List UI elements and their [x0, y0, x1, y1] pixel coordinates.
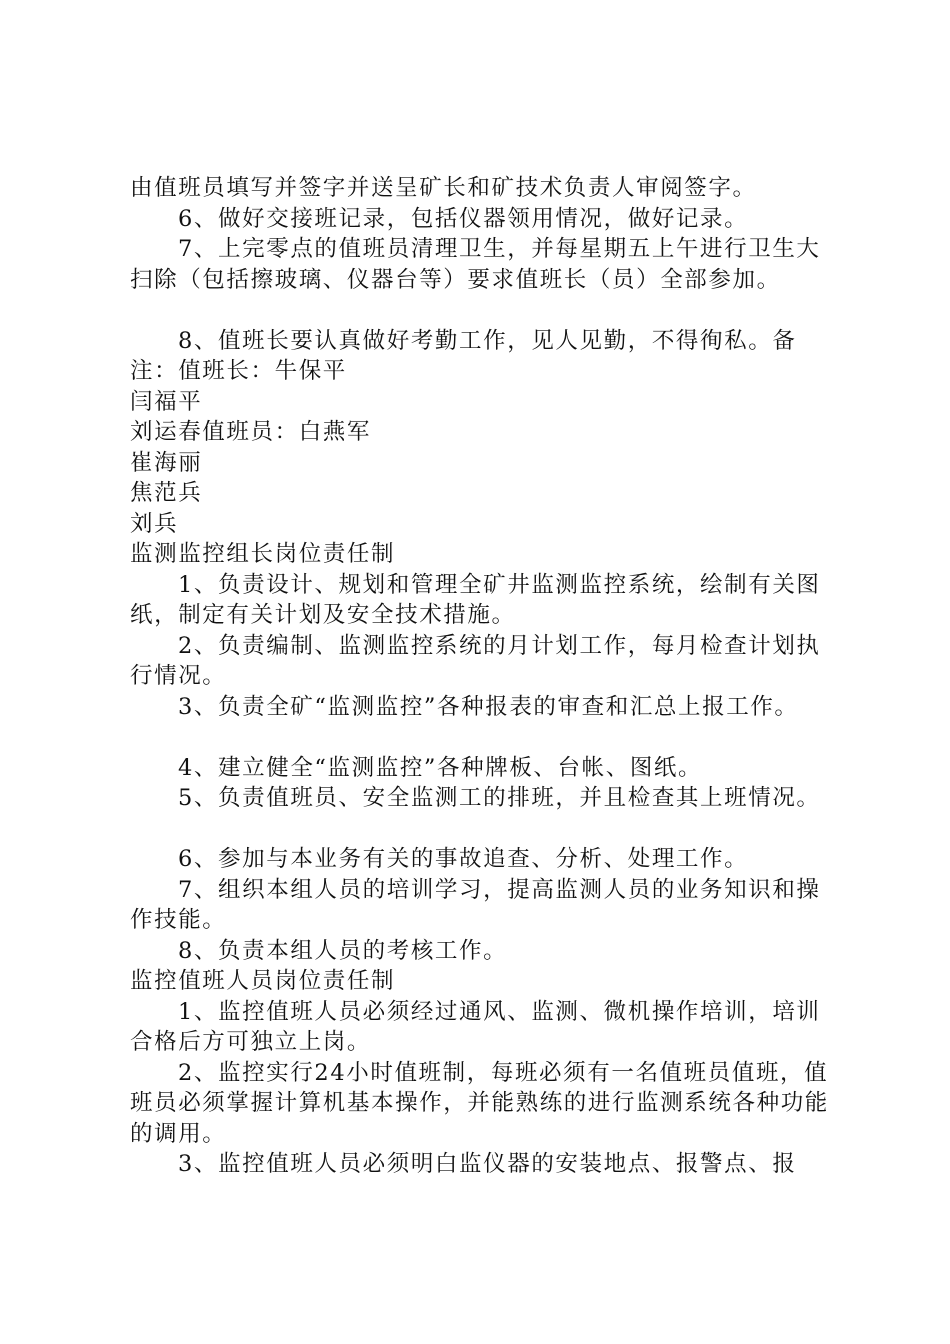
- paragraph-item-7-cleaning: 7、上完零点的值班员清理卫生，并每星期五上午进行卫生大扫除（包括擦玻璃、仪器台等）要求值班长（员）全部参加。: [130, 236, 821, 293]
- name-line: 焦范兵: [130, 480, 203, 506]
- paragraph-staff-item-2: 2、监控实行24小时值班制，每班必须有一名值班员值班，值班员必须掌握计算机基本操作，并能熟练的进行监测系统各种功能的调用。: [130, 1059, 829, 1147]
- section-heading-duty-staff: 监控值班人员岗位责任制: [130, 968, 396, 994]
- paragraph-leader-item-5: 5、负责值班员、安全监测工的排班，并且检查其上班情况。: [178, 785, 821, 811]
- section-heading-group-leader: 监测监控组长岗位责任制: [130, 541, 396, 567]
- paragraph-leader-item-3: 3、负责全矿“监测监控”各种报表的审查和汇总上报工作。: [178, 693, 799, 720]
- paragraph-staff-item-3: 3、监控值班人员必须明白监仪器的安装地点、报警点、报: [178, 1151, 797, 1177]
- paragraph-duty-record-continuation: 由值班员填写并签字并送呈矿长和矿技术负责人审阅签字。: [130, 175, 757, 201]
- paragraph-leader-item-7: 7、组织本组人员的培训学习，提高监测人员的业务知识和操作技能。: [130, 876, 821, 933]
- name-line: 闫福平: [130, 388, 203, 415]
- paragraph-leader-item-4: 4、建立健全“监测监控”各种牌板、台帐、图纸。: [178, 754, 703, 781]
- paragraph-item-6-handover: 6、做好交接班记录，包括仪器领用情况，做好记录。: [178, 205, 749, 232]
- paragraph-leader-item-1: 1、负责设计、规划和管理全矿井监测监控系统，绘制有关图纸，制定有关计划及安全技术措施。: [130, 571, 821, 628]
- name-line: 崔海丽: [130, 449, 203, 476]
- name-line: 刘兵: [130, 510, 179, 537]
- name-line: 刘运春值班员：白燕军: [130, 419, 372, 445]
- paragraph-leader-item-6: 6、参加与本业务有关的事故追查、分析、处理工作。: [178, 846, 749, 872]
- paragraph-item-8-attendance: 8、值班长要认真做好考勤工作，见人见勤，不得徇私。备注：值班长：牛保平: [130, 327, 797, 384]
- paragraph-leader-item-8: 8、负责本组人员的考核工作。: [178, 937, 508, 964]
- document-body: [130, 173, 835, 1180]
- paragraph-staff-item-1: 1、监控值班人员必须经过通风、监测、微机操作培训，培训合格后方可独立上岗。: [130, 998, 821, 1055]
- paragraph-leader-item-2: 2、负责编制、监测监控系统的月计划工作，每月检查计划执行情况。: [130, 632, 821, 689]
